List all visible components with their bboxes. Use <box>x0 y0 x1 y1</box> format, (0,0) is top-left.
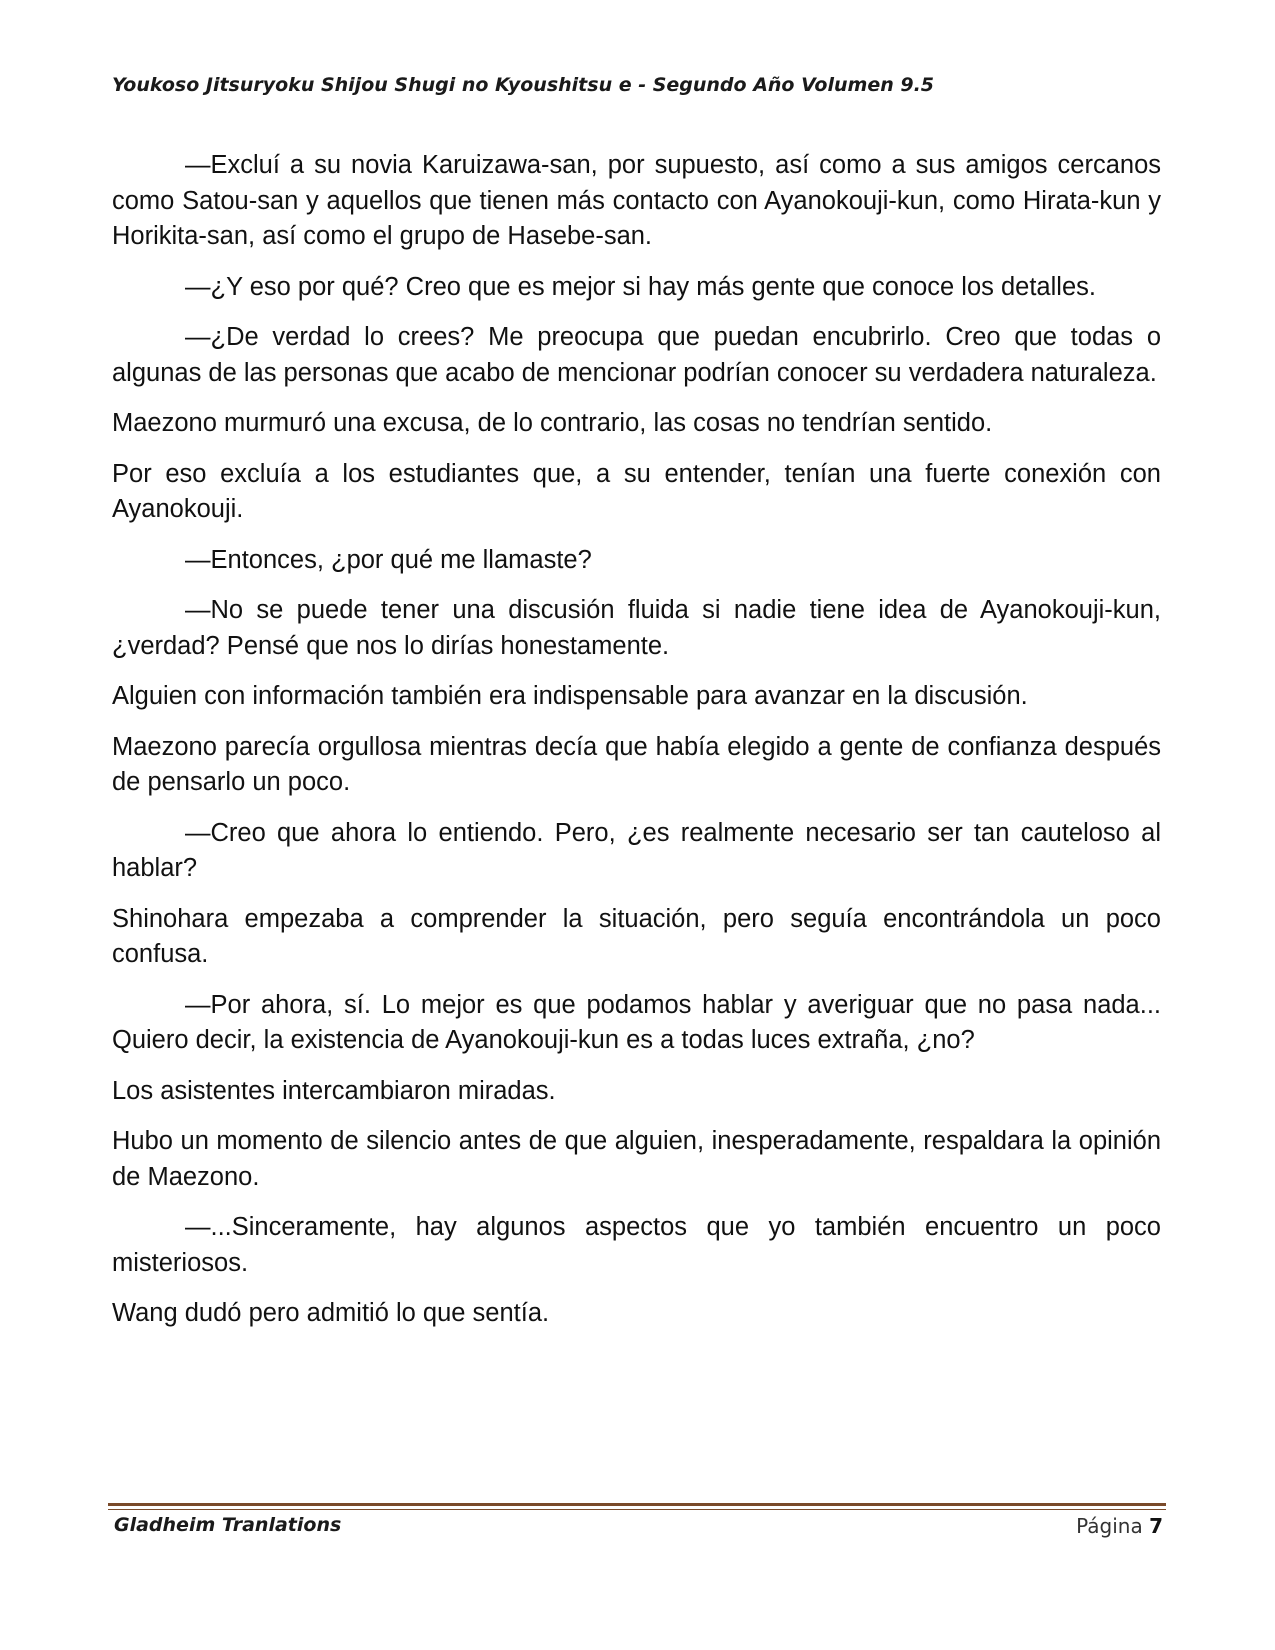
paragraph-narration: Maezono murmuró una excusa, de lo contrario, las cosas no tendrían sentido. <box>112 409 993 437</box>
paragraph-narration: Los asistentes intercambiaron miradas. <box>112 1076 556 1105</box>
footer-page-info <box>1076 1514 1163 1538</box>
paragraph-dialogue: —¿De verdad lo crees? Me preocupa que puedan encubrirlo. Creo que todas o algunas de las personas que acabo de mencionar podrían conocer su verdadera naturaleza. <box>112 323 1161 387</box>
footer-divider-thin <box>108 1509 1166 1510</box>
footer-publisher: Gladheim Tranlations <box>114 1514 342 1536</box>
paragraph-narration: Maezono parecía orgullosa mientras decía que había elegido a gente de confianza después de pensarlo un poco. <box>112 732 1161 796</box>
paragraph-narration: Por eso excluía a los estudiantes que, a su entender, tenían una fuerte conexión con Ayanokouji. <box>112 459 1161 523</box>
paragraph-dialogue: —¿Y eso por qué? Creo que es mejor si hay más gente que conoce los detalles. <box>185 272 1096 301</box>
paragraph-narration: Hubo un momento de silencio antes de que alguien, inesperadamente, respaldara la opinión de Maezono. <box>112 1127 1161 1191</box>
footer-divider <box>108 1503 1166 1506</box>
paragraph-narration: Shinohara empezaba a comprender la situación, pero seguía encontrándola un poco confusa. <box>112 904 1161 968</box>
paragraph-dialogue: —Entonces, ¿por qué me llamaste? <box>185 545 592 574</box>
paragraph-dialogue: —Por ahora, sí. Lo mejor es que podamos hablar y averiguar que no pasa nada... Quiero decir, la existencia de Ayanokouji-kun es a todas luces extraña, ¿no? <box>112 990 1161 1054</box>
page-label: Página <box>1076 1514 1143 1538</box>
paragraph-dialogue: —Excluí a su novia Karuizawa-san, por supuesto, así como a sus amigos cercanos como Satou-san y aquellos que tienen más contacto con Ayanokouji-kun, como Hirata-kun y Horikita-san, así como el grupo de Hasebe-san. <box>112 151 1161 250</box>
paragraph-narration: Alguien con información también era indispensable para avanzar en la discusión. <box>112 682 1028 710</box>
page-body <box>112 148 1161 1347</box>
page-number: 7 <box>1149 1514 1163 1538</box>
running-header: Youkoso Jitsuryoku Shijou Shugi no Kyoushitsu e - Segundo Año Volumen 9.5 <box>112 74 935 96</box>
paragraph-dialogue: —...Sinceramente, hay algunos aspectos que yo también encuentro un poco misteriosos. <box>112 1213 1161 1277</box>
paragraph-dialogue: —Creo que ahora lo entiendo. Pero, ¿es realmente necesario ser tan cauteloso al hablar? <box>112 818 1161 882</box>
paragraph-dialogue: —No se puede tener una discusión fluida si nadie tiene idea de Ayanokouji-kun, ¿verdad? Pensé que nos lo dirías honestamente. <box>112 596 1161 660</box>
paragraph-narration: Wang dudó pero admitió lo que sentía. <box>112 1299 550 1327</box>
